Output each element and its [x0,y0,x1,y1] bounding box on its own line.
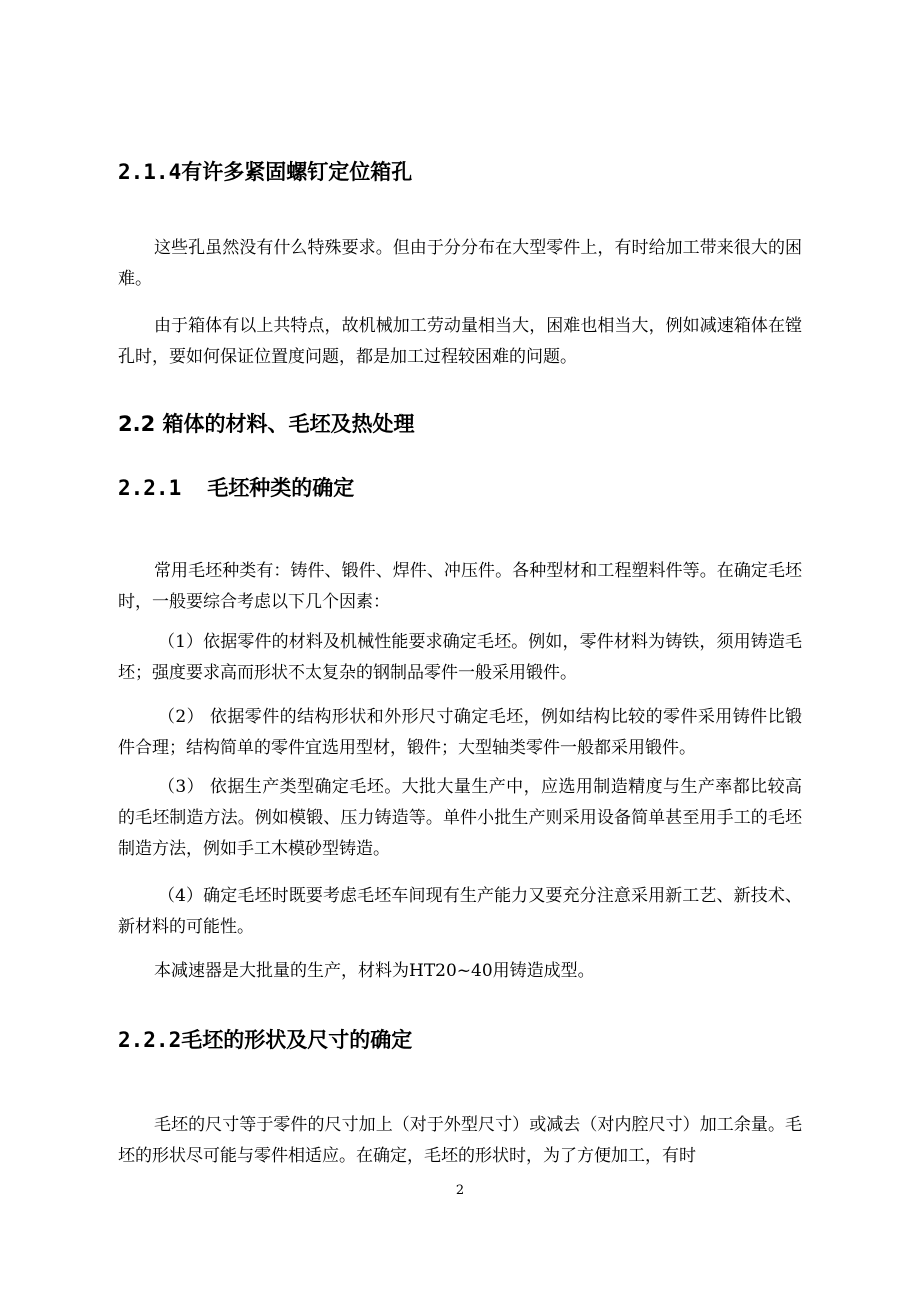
paragraph: 常用毛坯种类有：铸件、锻件、焊件、冲压件。各种型材和工程塑料件等。在确定毛坯时，一般要综合考虑以下几个因素： [118,561,802,612]
list-item: （3） 依据生产类型确定毛坯。大批大量生产中，应选用制造精度与生产率都比较高的毛坯制造方法。例如模锻、压力铸造等。单件小批生产则采用设备简单甚至用手工的毛坯制造方法，例如手工木模砂型铸造。 [118,777,802,859]
paragraph: 由于箱体有以上共特点，故机械加工劳动量相当大，困难也相当大，例如减速箱体在镗孔时，要如何保证位置度问题，都是加工过程较困难的问题。 [118,316,802,367]
heading-2-2-2 [118,1026,412,1054]
heading-number: 2.2.1 [118,476,182,500]
paragraph: 毛坯的尺寸等于零件的尺寸加上（对于外型尺寸）或减去（对内腔尺寸）加工余量。毛坯的形状尽可能与零件相适应。在确定，毛坯的形状时，为了方便加工，有时 [118,1115,802,1166]
heading-number: 2.2.2 [118,1028,182,1052]
heading-number: 2.1.4 [118,160,182,184]
heading-2-2: 2.2 箱体的材料、毛坯及热处理 [118,412,415,436]
list-item: （1）依据零件的材料及机械性能要求确定毛坯。例如，零件材料为铸铁，须用铸造毛坯；强度要求高而形状不太复杂的钢制品零件一般采用锻件。 [118,632,802,683]
list-item: （2） 依据零件的结构形状和外形尺寸确定毛坯，例如结构比较的零件采用铸件比锻件合理；结构简单的零件宜选用型材，锻件；大型轴类零件一般都采用锻件。 [118,707,802,758]
paragraph: 本减速器是大批量的生产，材料为HT20~40用铸造成型。 [154,961,595,981]
heading-2-2-1 [118,474,354,502]
heading-text: 毛坯种类的确定 [207,476,355,500]
list-item: （4）确定毛坯时既要考虑毛坯车间现有生产能力又要充分注意采用新工艺、新技术、新材料的可能性。 [118,886,802,937]
heading-2-1-4 [118,158,412,186]
heading-text: 毛坯的形状及尺寸的确定 [181,1028,413,1052]
paragraph: 这些孔虽然没有什么特殊要求。但由于分分布在大型零件上，有时给加工带来很大的困难。 [118,238,802,289]
heading-text: 有许多紧固螺钉定位箱孔 [181,160,413,184]
page-number: 2 [455,1183,465,1198]
